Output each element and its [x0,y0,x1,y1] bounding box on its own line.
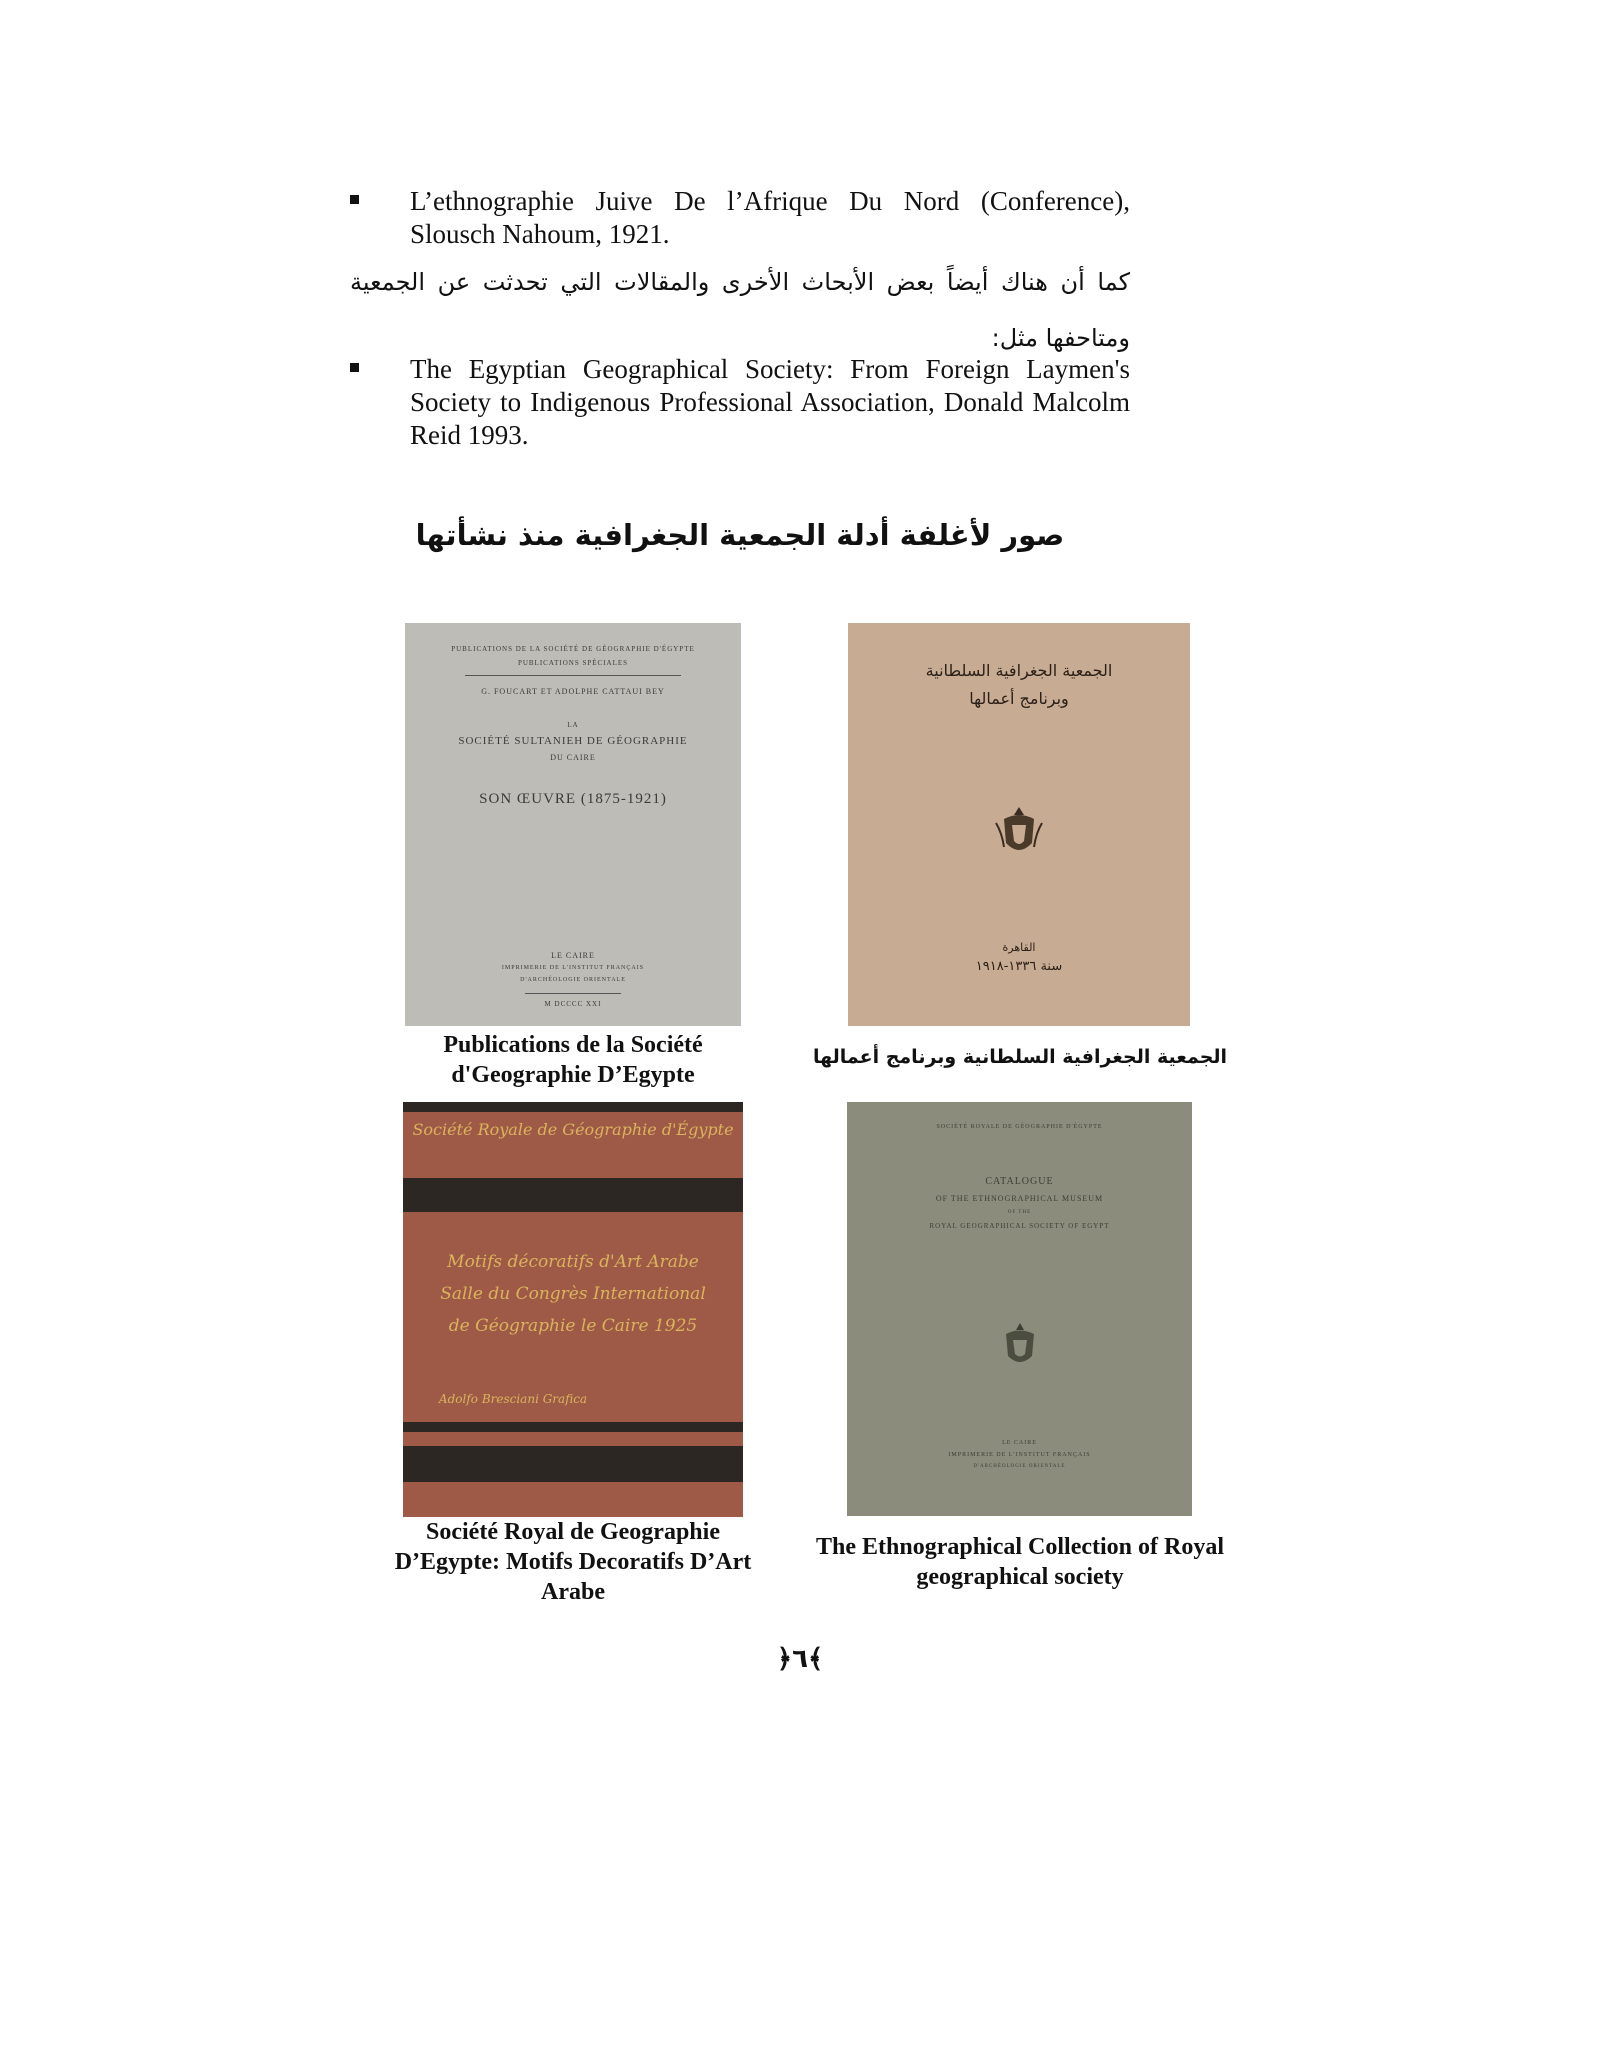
page-number: ﴿٦﴾ [776,1644,824,1674]
reference-item [350,353,1130,452]
cover-text: الجمعية الجغرافية السلطانية [925,661,1113,680]
cover-text: D'ARCHÉOLOGIE ORIENTALE [520,977,626,983]
decorative-band [403,1102,743,1112]
cover-text: Motifs décoratifs d'Art Arabe [447,1252,699,1272]
cover-text: M DCCCC XXI [544,1000,602,1008]
cover-text: OF THE ETHNOGRAPHICAL MUSEUM [935,1194,1104,1203]
cover-text: القاهرة [1002,941,1036,954]
cover-image-societe-sultanieh [405,623,741,1026]
decorative-band [403,1446,743,1482]
cover-text: Adolfo Bresciani Grafica [438,1392,588,1406]
cover-title: SON ŒUVRE (1875-1921) [479,791,667,807]
cover-caption: The Ethnographical Collection of Royal geographical society [815,1534,1224,1590]
cover-text: SOCIÉTÉ ROYALE DE GÉOGRAPHIE D'ÉGYPTE [936,1124,1103,1130]
cover-text: D'ARCHÉOLOGIE ORIENTALE [973,1464,1066,1469]
cover-text: LE CAIRE [551,951,595,960]
section-heading: صور لأغلفة أدلة الجمعية الجغرافية منذ نشأتها [415,518,1065,552]
bullet-marker [350,363,359,372]
cover-text: وبرنامج أعمالها [969,689,1069,708]
cover-caption: Publications de la Société d'Geographie D’Egypte [443,1032,703,1088]
cover-image-sultanic-society [848,623,1190,1026]
cover-text: G. FOUCART ET ADOLPHE CATTAUI BEY [481,687,665,696]
cover-caption: Société Royal de Geographie D’Egypte: Motifs Decoratifs D’Art Arabe [394,1519,752,1605]
divider [525,993,621,994]
cover-text: IMPRIMERIE DE L'INSTITUT FRANÇAIS [948,1452,1091,1458]
cover-text: IMPRIMERIE DE L'INSTITUT FRANÇAIS [501,965,645,971]
bullet-marker [350,195,359,204]
cover-text: ROYAL GEOGRAPHICAL SOCIETY OF EGYPT [929,1222,1110,1230]
cover-image-ethnographical-catalogue [847,1102,1192,1516]
arabic-paragraph: كما أن هناك أيضاً بعض الأبحاث الأخرى والمقالات التي تحدثت عن الجمعية ومتاحفها مثل: [350,268,1130,352]
reference-text: The Egyptian Geographical Society: From Foreign Laymen's Society to Indigenous Professional Association, Donald Malcolm Reid 1993. [410,354,1130,450]
cover-text: DU CAIRE [550,753,596,762]
cover-text: LA [567,721,579,729]
cover-image-motifs-decoratifs [403,1102,743,1517]
cover-title: Société Royale de Géographie d'Égypte [412,1120,734,1139]
decorative-band [403,1422,743,1432]
cover-text: OF THE [1007,1210,1032,1215]
coat-of-arms-icon [994,803,1044,861]
reference-text: L’ethnographie Juive De l’Afrique Du Nord (Conference), Slousch Nahoum, 1921. [410,186,1130,249]
coat-of-arms-icon [997,1320,1043,1372]
cover-text: de Géographie le Caire 1925 [448,1316,698,1336]
reference-item [350,185,1130,251]
cover-text: LE CAIRE [1002,1440,1037,1446]
cover-text: سنة ١٣٣٦-١٩١٨ [975,959,1063,974]
decorative-band [403,1178,743,1212]
cover-caption: الجمعية الجغرافية السلطانية وبرنامج أعمالها [812,1046,1228,1068]
cover-title: CATALOGUE [985,1176,1054,1187]
cover-text: PUBLICATIONS SPÉCIALES [517,659,629,667]
cover-text: Salle du Congrès International [440,1284,706,1304]
cover-text: SOCIÉTÉ SULTANIEH DE GÉOGRAPHIE [458,735,688,747]
cover-text: PUBLICATIONS DE LA SOCIÉTÉ DE GÉOGRAPHIE D'ÉGYPTE [451,645,695,653]
divider [465,675,681,676]
